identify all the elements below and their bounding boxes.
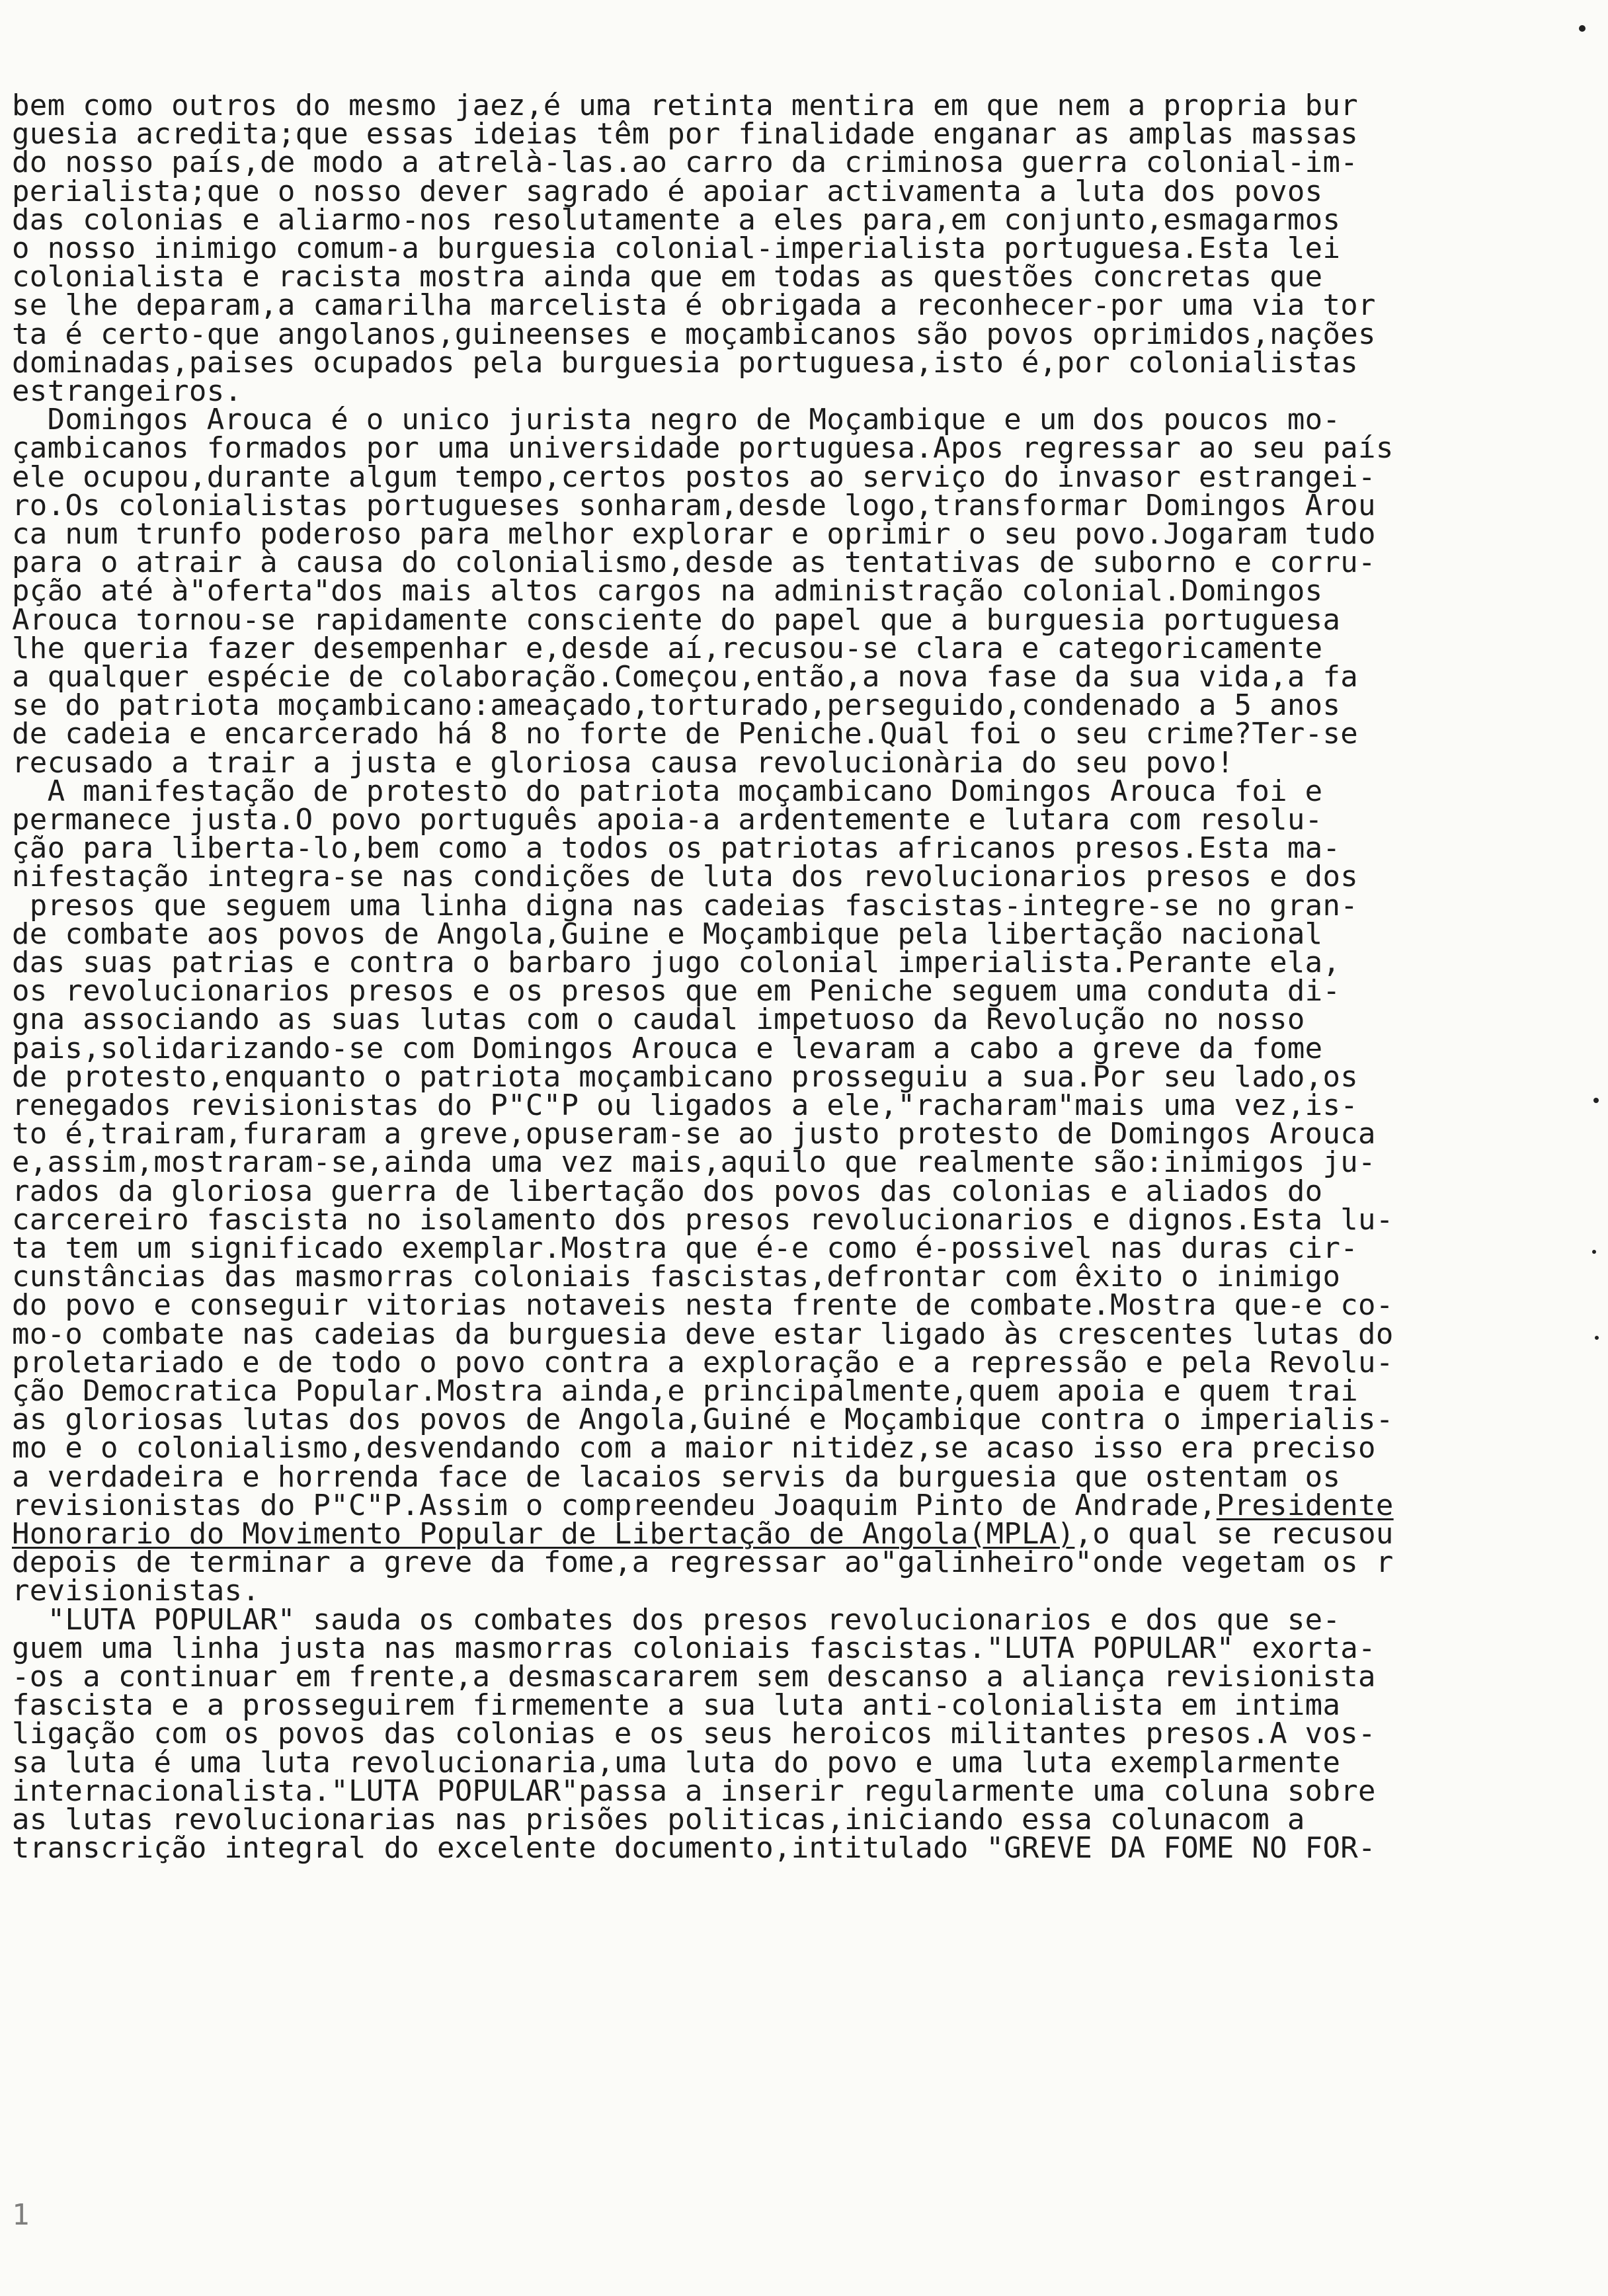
text-line: os revolucionarios presos e os presos que em Peniche seguem uma conduta di-: [12, 974, 1341, 1008]
text-line: pais,solidarizando-se com Domingos Arouca e levaram a cabo a greve da fome: [12, 1032, 1323, 1065]
illegible-remnant: [12, 2239, 1234, 2268]
text-line: permanece justa.O povo português apoia-a ardentemente e lutara com resolu-: [12, 803, 1323, 837]
text-line: as lutas revolucionarias nas prisões politicas,iniciando essa colunacom a: [12, 1803, 1305, 1836]
text-line: nifestação integra-se nas condições de luta dos revolucionarios presos e dos: [12, 860, 1359, 893]
text-line: -os a continuar em frente,a desmascararem sem descanso a aliança revisionista: [12, 1660, 1376, 1694]
text-line: carcereiro fascista no isolamento dos presos revolucionarios e dignos.Esta lu-: [12, 1203, 1394, 1237]
text-line: do povo e conseguir vitorias notaveis nesta frente de combate.Mostra que-e co-: [12, 1288, 1394, 1322]
text-line: recusado a trair a justa e gloriosa causa revolucionària do seu povo!: [12, 746, 1234, 780]
ink-smudge: [1579, 25, 1586, 32]
text-line: revisionistas do P"C"P.Assim o compreendeu Joaquim Pinto de Andrade,Presidente: [12, 1489, 1394, 1522]
text-line: ro.Os colonialistas portugueses sonharam,desde logo,transformar Domingos Arou: [12, 489, 1376, 522]
text-line: presos que seguem uma linha digna nas cadeias fascistas-integre-se no gran-: [12, 889, 1359, 922]
text-line: çambicanos formados por uma universidade portuguesa.Apos regressar ao seu país: [12, 431, 1394, 465]
ink-smudge: [1593, 1098, 1599, 1103]
underlined-text: Honorario do Movimento Popular de Libertação de Angola(MPLA): [12, 1517, 1075, 1551]
text-line: das suas patrias e contra o barbaro jugo colonial imperialista.Perante ela,: [12, 946, 1341, 979]
text-line: rados da gloriosa guerra de libertação dos povos das colonias e aliados do: [12, 1174, 1323, 1208]
text-line: revisionistas.: [12, 1574, 261, 1608]
text-line: estrangeiros.: [12, 374, 243, 408]
text-line: as gloriosas lutas dos povos de Angola,Guiné e Moçambique contra o imperialis-: [12, 1403, 1394, 1436]
text-line: ligação com os povos das colonias e os seus heroicos militantes presos.A vos-: [12, 1717, 1376, 1750]
text-line: "LUTA POPULAR" sauda os combates dos presos revolucionarios e dos que se-: [12, 1603, 1341, 1637]
text-line: para o atrair à causa do colonialismo,desde as tentativas de suborno e corru-: [12, 546, 1376, 579]
text-line: Arouca tornou-se rapidamente consciente do papel que a burguesia portuguesa: [12, 603, 1341, 637]
text-line: pção até à"oferta"dos mais altos cargos na administração colonial.Domingos: [12, 574, 1323, 608]
text-line: sa luta é uma luta revolucionaria,uma luta do povo e uma luta exemplarmente: [12, 1746, 1341, 1780]
text-line: to é,trairam,furaram a greve,opuseram-se ao justo protesto de Domingos Arouca: [12, 1117, 1376, 1151]
text-line: renegados revisionistas do P"C"P ou ligados a ele,"racharam"mais uma vez,is-: [12, 1088, 1359, 1122]
text-line: ta é certo-que angolanos,guineenses e moçambicanos são povos oprimidos,nações: [12, 317, 1376, 351]
text-line: perialista;que o nosso dever sagrado é apoiar activamenta a luta dos povos: [12, 175, 1323, 208]
text-line: ção para liberta-lo,bem como a todos os patriotas africanos presos.Esta ma-: [12, 831, 1341, 865]
text-line: ca num trunfo poderoso para melhor explorar e oprimir o seu povo.Jogaram tudo: [12, 517, 1376, 551]
text-line: a verdadeira e horrenda face de lacaios servis da burguesia que ostentam os: [12, 1460, 1341, 1494]
text-fragment: ,o qual se recusou: [1074, 1517, 1394, 1551]
text-line: se do patriota moçambicano:ameaçado,torturado,perseguido,condenado a 5 anos: [12, 688, 1341, 722]
text-line: cunstâncias das masmorras coloniais fascistas,defrontar com êxito o inimigo: [12, 1260, 1341, 1293]
text-line: guem uma linha justa nas masmorras coloniais fascistas."LUTA POPULAR" exorta-: [12, 1631, 1376, 1665]
text-line: depois de terminar a greve da fome,a regressar ao"galinheiro"onde vegetam os r: [12, 1545, 1394, 1579]
underlined-text: Presidente: [1216, 1489, 1394, 1522]
ink-smudge: [1592, 1250, 1596, 1254]
text-line: mo-o combate nas cadeias da burguesia deve estar ligado às crescentes lutas do: [12, 1317, 1394, 1351]
text-line: guesia acredita;que essas ideias têm por finalidade enganar as amplas massas: [12, 117, 1359, 151]
text-line: gna associando as suas lutas com o caudal impetuoso da Revolução no nosso: [12, 1003, 1305, 1036]
text-line: de cadeia e encarcerado há 8 no forte de Peniche.Qual foi o seu crime?Ter-se: [12, 717, 1359, 751]
text-line: ta tem um significado exemplar.Mostra que é-e como é-possivel nas duras cir-: [12, 1231, 1359, 1265]
text-line: de protesto,enquanto o patriota moçambicano prosseguiu a sua.Por seu lado,os: [12, 1060, 1359, 1094]
text-line: ele ocupou,durante algum tempo,certos postos ao serviço do invasor estrangei-: [12, 460, 1376, 494]
text-line: [12, 1517, 1394, 1551]
text-line: A manifestação de protesto do patriota moçambicano Domingos Arouca foi e: [12, 774, 1323, 808]
text-line: Domingos Arouca é o unico jurista negro de Moçambique e um dos poucos mo-: [12, 403, 1341, 436]
text-line: de combate aos povos de Angola,Guine e Moçambique pela libertação nacional: [12, 917, 1323, 951]
text-line: transcrição integral do excelente documento,intitulado "GREVE DA FOME NO FOR-: [12, 1831, 1376, 1865]
text-line: das colonias e aliarmo-nos resolutamente a eles para,em conjunto,esmagarmos: [12, 203, 1341, 237]
text-line: se lhe deparam,a camarilha marcelista é obrigada a reconhecer-por uma via tor: [12, 288, 1376, 322]
text-line: internacionalista."LUTA POPULAR"passa a inserir regularmente uma coluna sobre: [12, 1774, 1376, 1808]
illegible-remnant: 1: [12, 2198, 30, 2232]
text-line: mo e o colonialismo,desvendando com a maior nitidez,se acaso isso era preciso: [12, 1431, 1376, 1465]
ink-smudge: [1595, 1336, 1599, 1340]
text-line: e,assim,mostraram-se,ainda uma vez mais,aquilo que realmente são:inimigos ju-: [12, 1145, 1376, 1179]
text-line: ção Democratica Popular.Mostra ainda,e principalmente,quem apoia e quem trai: [12, 1374, 1359, 1408]
text-line: colonialista e racista mostra ainda que em todas as questões concretas que: [12, 260, 1323, 294]
text-line: proletariado e de todo o povo contra a exploração e a repressão e pela Revolu-: [12, 1346, 1394, 1379]
text-line: bem como outros do mesmo jaez,é uma retinta mentira em que nem a propria bur: [12, 89, 1359, 122]
text-line: lhe queria fazer desempenhar e,desde aí,recusou-se clara e categoricamente: [12, 632, 1323, 665]
text-line: o nosso inimigo comum-a burguesia colonial-imperialista portuguesa.Esta lei: [12, 231, 1341, 265]
text-line: do nosso país,de modo a atrelà-las.ao carro da criminosa guerra colonial-im-: [12, 145, 1359, 179]
text-line: dominadas,paises ocupados pela burguesia portuguesa,isto é,por colonialistas: [12, 346, 1359, 380]
text-line: fascista e a prosseguirem firmemente a sua luta anti-colonialista em intima: [12, 1688, 1341, 1722]
text-line: a qualquer espécie de colaboração.Começou,então,a nova fase da sua vida,a fa: [12, 660, 1359, 694]
